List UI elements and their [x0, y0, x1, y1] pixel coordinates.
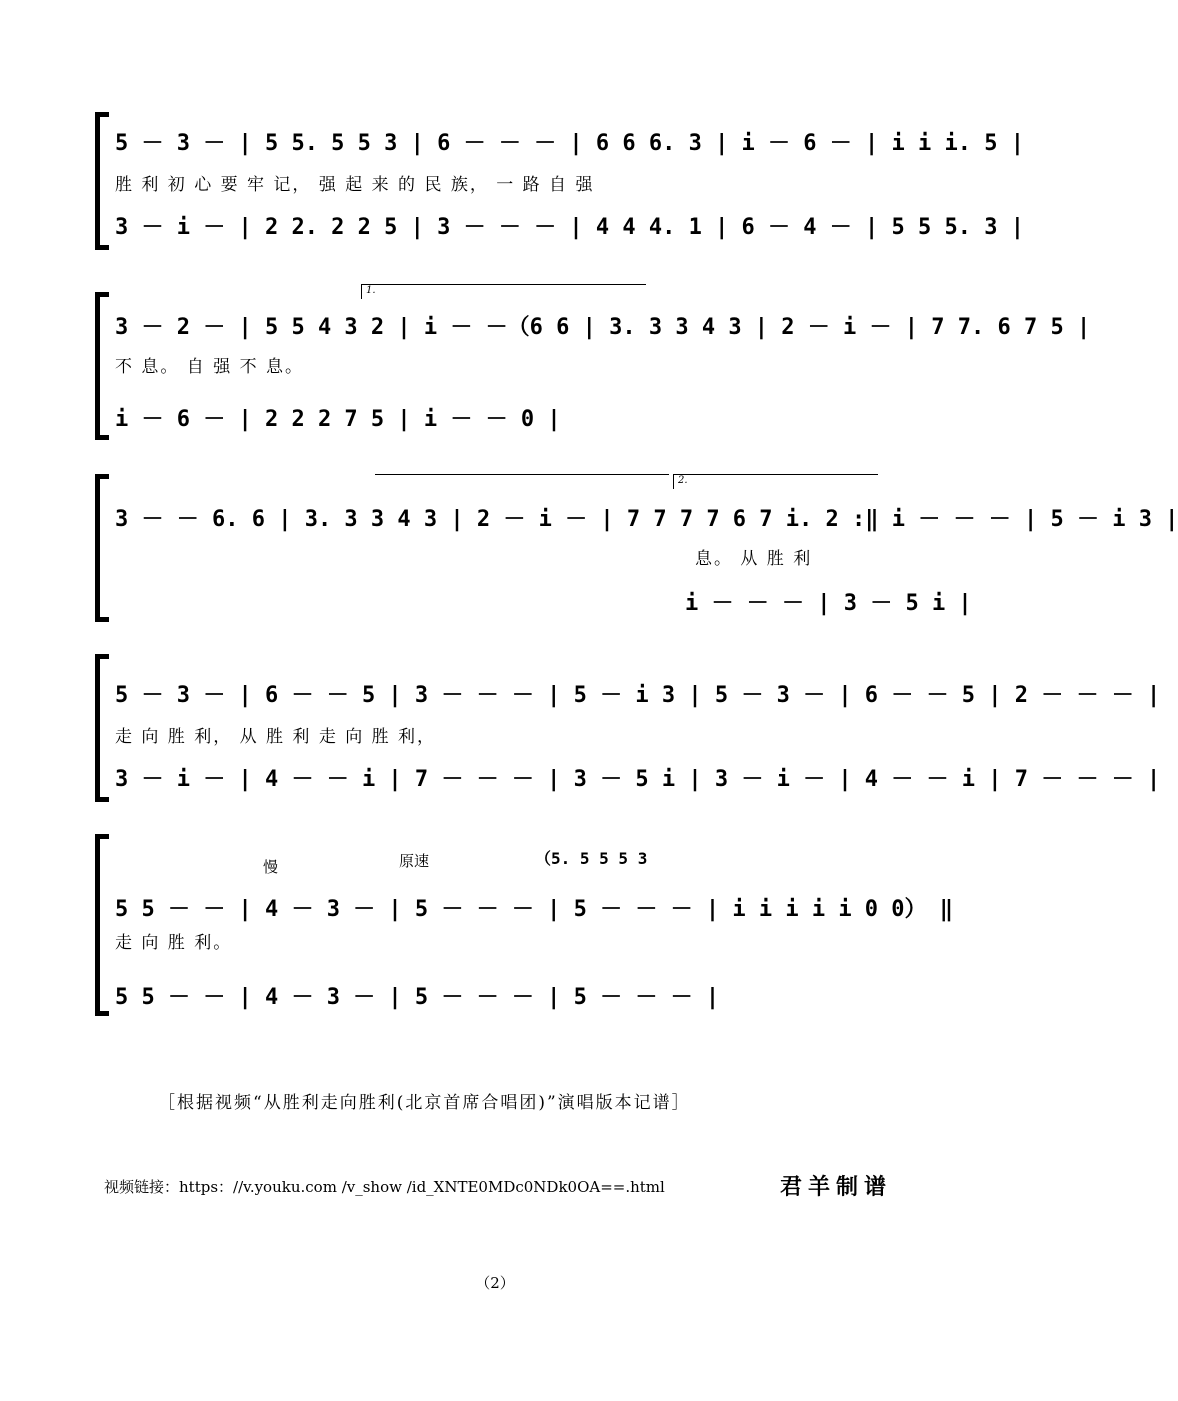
- system-bracket: [95, 112, 107, 250]
- system-bracket: [95, 654, 107, 802]
- score-system-4: [95, 654, 1161, 804]
- tempo-mark-slow: 慢: [263, 858, 279, 876]
- harmony-line: i － 6 － | 2 2 2 7 5 | i － － 0 |: [115, 407, 561, 432]
- lyrics-line: 走 向 胜 利， 从 胜 利 走 向 胜 利，: [115, 727, 437, 747]
- score-system-5: [95, 834, 954, 1018]
- melody-line: 5 － 3 － | 6 － － 5 | 3 － － － | 5 － i 3 | 5 － 3 － | 6 － － 5 | 2 － － － |: [115, 683, 1161, 708]
- harmony-line: 3 － i － | 4 － － i | 7 － － － | 3 － 5 i | 3 － i － | 4 － － i | 7 － － － |: [115, 767, 1161, 792]
- volta-main-bracket: [375, 474, 669, 489]
- tempo-mark-original: 原速: [399, 852, 430, 870]
- harmony-line: 3 － i － | 2 2. 2 2 5 | 3 － － － | 4 4 4. 1 | 6 － 4 － | 5 5 5. 3 |: [115, 215, 1024, 240]
- video-link: 视频链接：https：//v.youku.com /v_show /id_XNTE0MDc0NDk0OA==.html: [104, 1178, 665, 1196]
- volta-second-ending: 2.: [673, 474, 878, 489]
- page-number: （2）: [475, 1274, 515, 1292]
- system-bracket: [95, 292, 107, 440]
- score-source-caption: ［根据视频“从胜利走向胜利(北京首席合唱团)”演唱版本记谱］: [158, 1093, 691, 1113]
- lyrics-line: 胜 利 初 心 要 牢 记， 强 起 来 的 民 族， 一 路 自 强: [115, 175, 595, 195]
- lyrics-line: 走 向 胜 利。: [115, 933, 233, 953]
- ossia-line: （5. 5 5 5 3: [535, 849, 648, 868]
- melody-line: 3 － 2 － | 5 5 4 3 2 | i － －（6 6 | 3. 3 3 4 3 | 2 － i － | 7 7. 6 7 5 |: [115, 315, 1091, 340]
- score-system-2: [95, 285, 1091, 442]
- lyrics-line: 不 息。 自 强 不 息。: [115, 357, 305, 377]
- melody-line: 5 5 － － | 4 － 3 － | 5 － － － | 5 － － － | i i i i i 0 0） ‖: [115, 897, 954, 922]
- lyrics-line: 息。 从 胜 利: [695, 549, 813, 569]
- system-bracket: [95, 474, 107, 622]
- score-system-1: [95, 112, 1024, 252]
- melody-line: 3 － － 6. 6 | 3. 3 3 4 3 | 2 － i － | 7 7 7 7 6 7 i. 2 :‖ i － － － | 5 － i 3 |: [115, 507, 1178, 532]
- system-bracket: [95, 834, 107, 1016]
- harmony-line: 5 5 － － | 4 － 3 － | 5 － － － | 5 － － － |: [115, 985, 720, 1010]
- harmony-line: i － － － | 3 － 5 i |: [685, 591, 972, 616]
- volta-first-ending: 1.: [361, 284, 646, 299]
- melody-line: 5 － 3 － | 5 5. 5 5 3 | 6 － － － | 6 6 6. 3 | i － 6 － | i i i. 5 |: [115, 131, 1024, 156]
- score-system-3: [95, 474, 1178, 624]
- transcriber-signature: 君羊制谱: [780, 1174, 893, 1200]
